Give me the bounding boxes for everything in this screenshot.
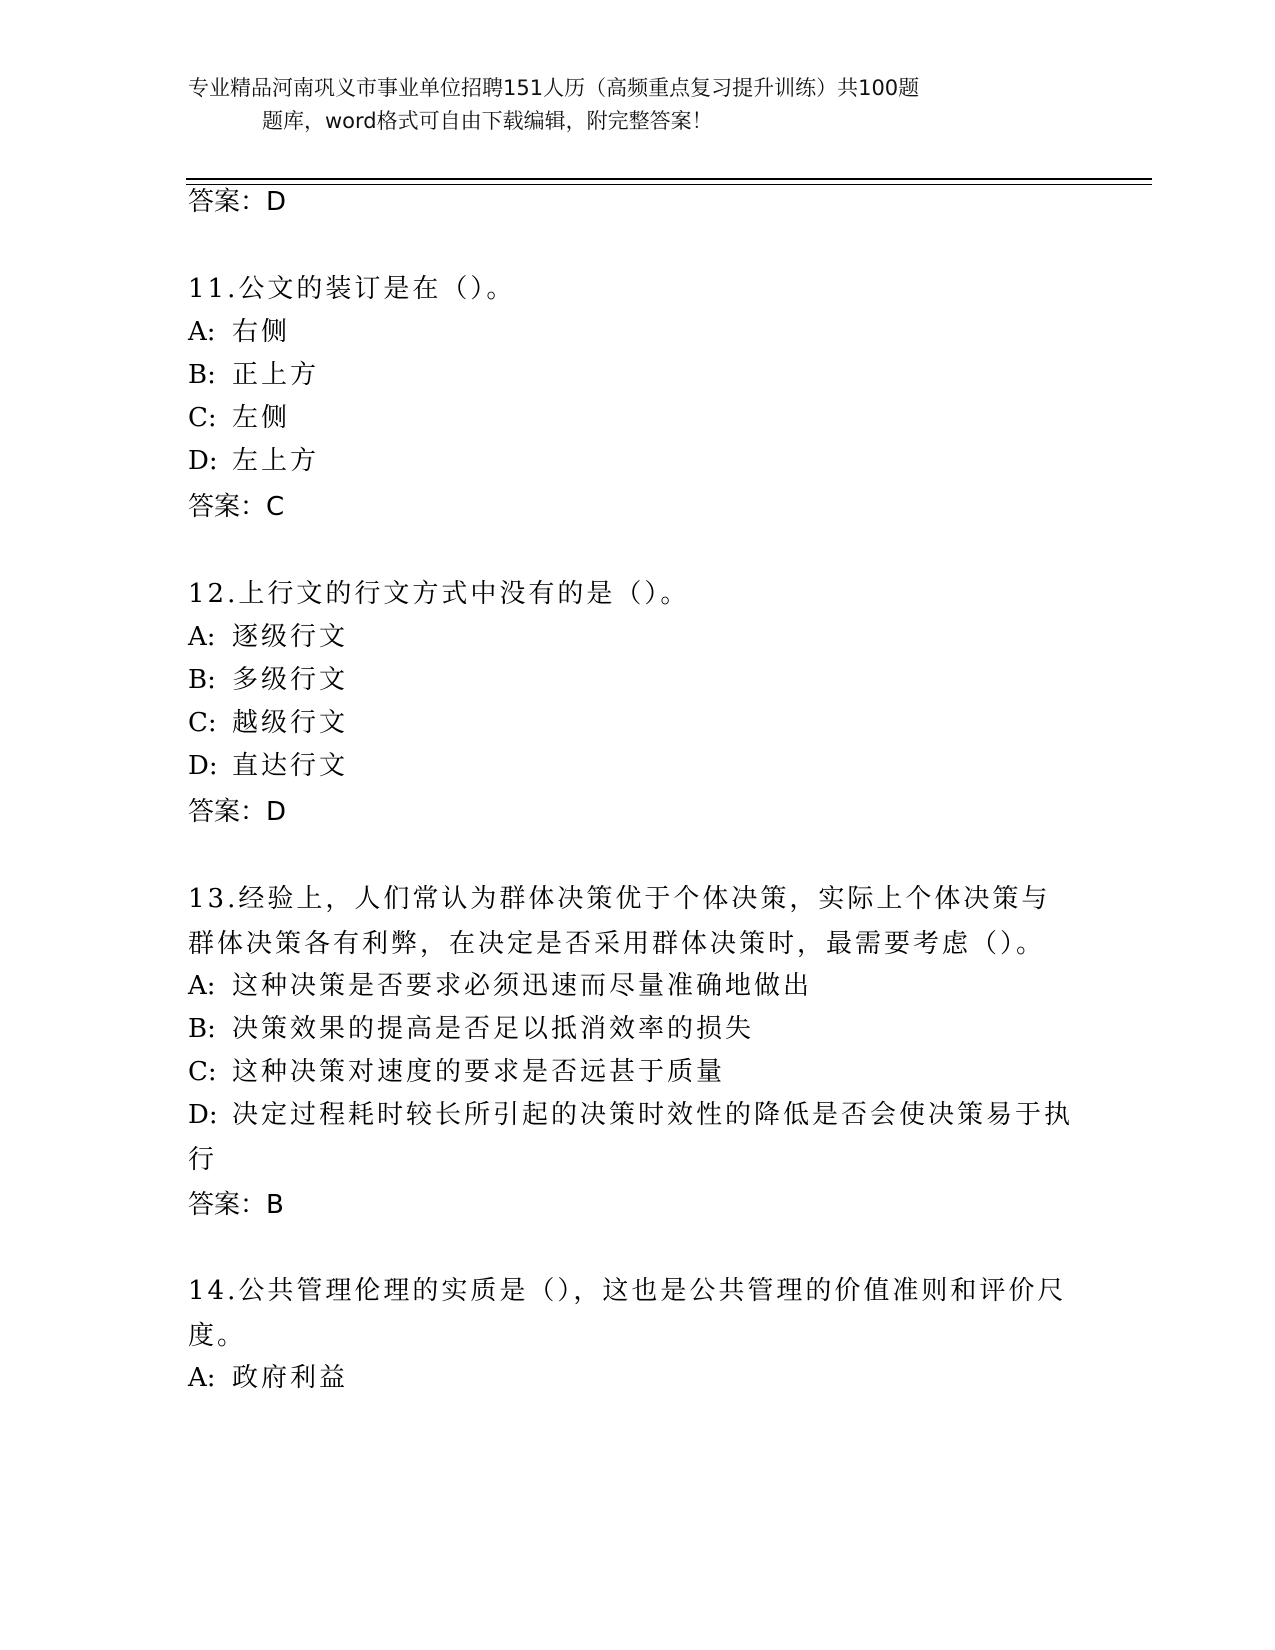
answer-line [188,489,284,525]
header-divider-thin [186,184,1152,185]
option-letter: B: [188,1014,216,1044]
question-11-option-b [188,353,1078,398]
question-12-option-a [188,615,1078,660]
option-text: 这种决策对速度的要求是否远甚于质量 [232,1057,726,1087]
option-letter: D: [188,446,218,476]
question-12-option-d [188,744,1078,789]
option-text: 左侧 [232,403,291,433]
option-letter: C: [188,708,217,738]
question-13-option-a [188,964,1078,1009]
question-14-option-a [188,1356,1078,1401]
option-letter: A: [188,622,216,652]
answer-line [188,1187,284,1223]
question-12-option-c [188,701,1078,746]
option-letter: C: [188,403,217,433]
question-11-option-c [188,396,1078,441]
question-11: 11.公文的装订是在（）。 [188,274,516,304]
answer-value: C [266,492,285,522]
option-text: 逐级行文 [232,622,349,652]
option-text: 决策效果的提高是否足以抵消效率的损失 [232,1014,755,1044]
answer-prefix: 答案： [188,187,267,217]
answer-prefix: 答案： [188,797,267,827]
option-letter: B: [188,360,216,390]
option-text: 这种决策是否要求必须迅速而尽量准确地做出 [232,971,813,1001]
answer-prefix: 答案： [188,492,267,522]
option-text: 正上方 [232,360,320,390]
question-13-option-c [188,1050,1078,1095]
option-text: 右侧 [232,317,291,347]
option-letter: A: [188,971,216,1001]
option-letter: D: [188,751,218,781]
question-13: 13.经验上，人们常认为群体决策优于个体决策，实际上个体决策与群体决策各有利弊，在决定是否采用群体决策时，最需要考虑（）。 [188,884,1051,959]
header-divider-thick [186,178,1152,180]
option-letter: D: [188,1100,218,1130]
answer-line [188,794,286,830]
header-title-line-1: 专业精品河南巩义市事业单位招聘151人历（高频重点复习提升训练）共100题 [188,76,920,100]
option-letter: A: [188,317,216,347]
question-12: 12.上行文的行文方式中没有的是（）。 [188,579,690,609]
option-text: 政府利益 [232,1363,349,1393]
option-text: 决定过程耗时较长所引起的决策时效性的降低是否会使决策易于执行 [188,1100,1074,1175]
question-12-option-b [188,658,1078,703]
answer-value: B [266,1190,284,1220]
option-letter: C: [188,1057,217,1087]
answer-prefix: 答案： [188,1190,267,1220]
option-text: 越级行文 [232,708,349,738]
option-text: 多级行文 [232,665,349,695]
question-11-option-a [188,310,1078,355]
option-text: 左上方 [232,446,320,476]
question-13-option-d [188,1093,1078,1183]
option-letter: B: [188,665,216,695]
question-14: 14.公共管理伦理的实质是（），这也是公共管理的价值准则和评价尺度。 [188,1276,1067,1351]
option-letter: A: [188,1363,216,1393]
option-text: 直达行文 [232,751,349,781]
question-13-option-b [188,1007,1078,1052]
question-11-option-d [188,439,1078,484]
answer-line [188,184,286,220]
header-title-line-2: 题库，word格式可自由下载编辑，附完整答案！ [262,109,713,133]
answer-value: D [266,187,287,217]
answer-value: D [266,797,287,827]
document-header [188,72,1108,138]
